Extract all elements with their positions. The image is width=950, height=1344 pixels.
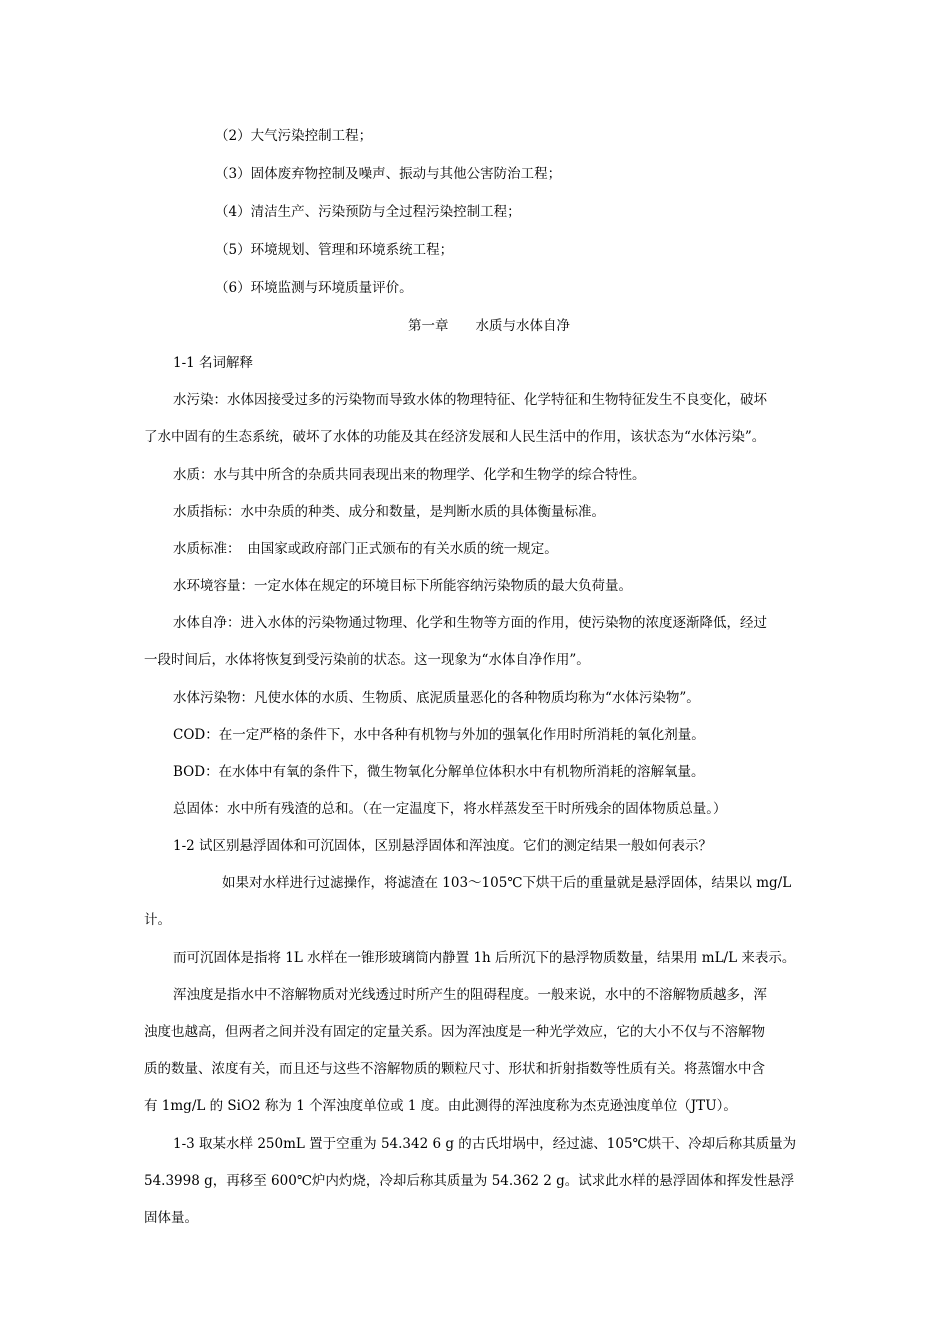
list-item: （5）环境规划、管理和环境系统工程； [215,242,454,258]
answer-paragraph-cont: 计。 [144,912,171,928]
section-heading: 1-1 名词解释 [173,355,254,371]
list-item: （3）固体废弃物控制及噪声、振动与其他公害防治工程； [215,166,562,182]
answer-paragraph-cont: 有 1mg/L 的 SiO2 称为 1 个浑浊度单位或 1 度。由此测得的浑浊度称为杰克逊浊度单位（JTU）。 [144,1098,737,1114]
answer-paragraph: 浑浊度是指水中不溶解物质对光线透过时所产生的阻碍程度。一般来说，水中的不溶解物质越多，浑 [173,987,767,1003]
list-item: （4）清洁生产、污染预防与全过程污染控制工程； [215,204,521,220]
list-item: （6）环境监测与环境质量评价。 [215,280,413,296]
question-heading-cont: 54.3998 g，再移至 600℃炉内灼烧，冷却后称其质量为 54.362 2 g。试求此水样的悬浮固体和挥发性悬浮 [144,1173,795,1189]
definition-water-pollution-cont: 了水中固有的生态系统，破坏了水体的功能及其在经济发展和人民生活中的作用，该状态为“水体污染”。 [144,429,766,445]
definition-water-quality: 水质：水与其中所含的杂质共同表现出来的物理学、化学和生物学的综合特性。 [173,467,646,483]
definition-pollutant: 水体污染物：凡使水体的水质、生物质、底泥质量恶化的各种物质均称为“水体污染物”。 [173,690,700,706]
question-heading: 1-2 试区别悬浮固体和可沉固体，区别悬浮固体和浑浊度。它们的测定结果一般如何表示？ [173,838,713,854]
definition-total-solids: 总固体：水中所有残渣的总和。（在一定温度下，将水样蒸发至干时所残余的固体物质总量。） [173,801,727,817]
question-heading: 1-3 取某水样 250mL 置于空重为 54.342 6 g 的古氏坩埚中，经过滤、105℃烘干、冷却后称其质量为 [173,1136,797,1152]
chapter-title: 第一章 水质与水体自净 [408,318,570,334]
definition-water-pollution: 水污染：水体因接受过多的污染物而导致水体的物理特征、化学特征和生物特征发生不良变化，破坏 [173,392,767,408]
question-heading-cont: 固体量。 [144,1210,198,1226]
answer-paragraph: 如果对水样进行过滤操作，将滤渣在 103～105℃下烘干后的重量就是悬浮固体，结果以 mg/L [222,875,792,891]
definition-bod: BOD：在水体中有氧的条件下，微生物氧化分解单位体积水中有机物所消耗的溶解氧量。 [173,764,705,780]
definition-capacity: 水环境容量：一定水体在规定的环境目标下所能容纳污染物质的最大负荷量。 [173,578,632,594]
list-item: （2）大气污染控制工程； [215,128,373,144]
definition-quality-standard: 水质标准： 由国家或政府部门正式颁布的有关水质的统一规定。 [173,541,558,557]
answer-paragraph: 而可沉固体是指将 1L 水样在一锥形玻璃筒内静置 1h 后所沉下的悬浮物质数量，结果用 mL/L 来表示。 [173,950,796,966]
definition-self-purification: 水体自净：进入水体的污染物通过物理、化学和生物等方面的作用，使污染物的浓度逐渐降低，经过 [173,615,767,631]
definition-quality-index: 水质指标：水中杂质的种类、成分和数量，是判断水质的具体衡量标准。 [173,504,605,520]
definition-cod: COD：在一定严格的条件下，水中各种有机物与外加的强氧化作用时所消耗的氧化剂量。 [173,727,705,743]
answer-paragraph-cont: 质的数量、浓度有关，而且还与这些不溶解物质的颗粒尺寸、形状和折射指数等性质有关。将蒸馏水中含 [144,1061,765,1077]
definition-self-purification-cont: 一段时间后，水体将恢复到受污染前的状态。这一现象为“水体自净作用”。 [144,652,590,668]
answer-paragraph-cont: 浊度也越高，但两者之间并没有固定的定量关系。因为浑浊度是一种光学效应，它的大小不仅与不溶解物 [144,1024,765,1040]
